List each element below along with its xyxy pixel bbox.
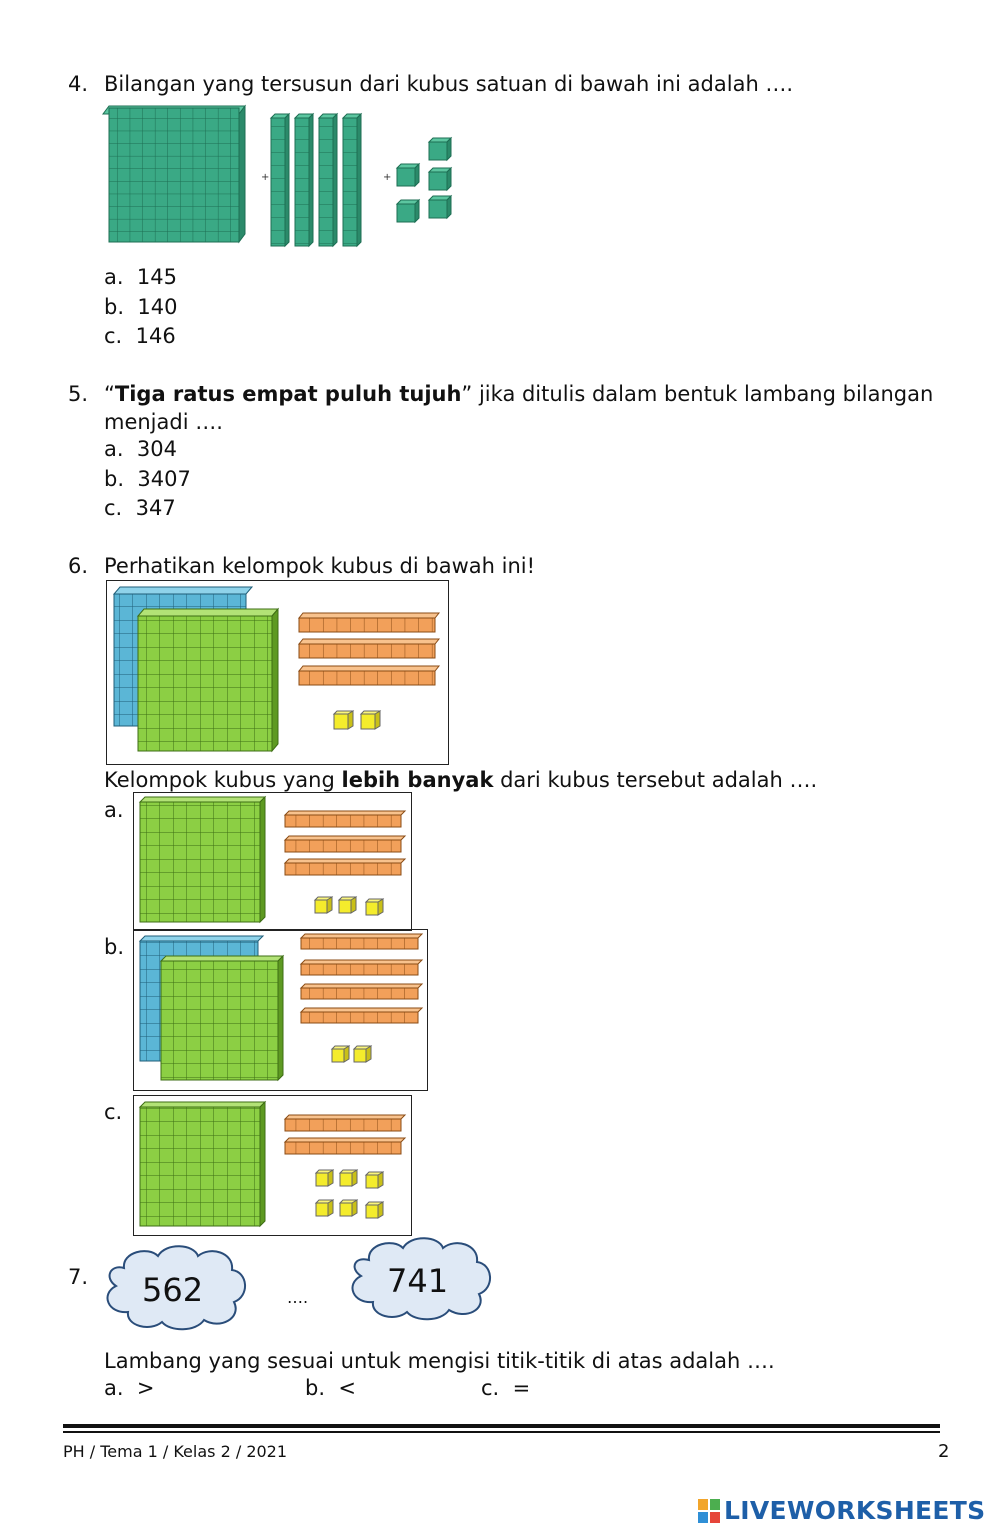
q6-prompt-after: dari kubus tersebut adalah …. [493, 768, 818, 792]
q4-option-c[interactable] [104, 322, 176, 350]
option-letter: a. [104, 437, 124, 461]
q6-prompt-bold: lebih banyak [341, 768, 494, 792]
q5-number-words: Tiga ratus empat puluh tujuh [114, 382, 462, 406]
q4-unit-cubes [397, 138, 451, 222]
option-value: > [136, 1376, 155, 1400]
q5-question-line1 [104, 380, 933, 408]
q4-cubes-illustration [105, 106, 465, 251]
liveworksheets-brand: LIVEWORKSHEETS [724, 1496, 986, 1525]
option-value: 304 [136, 437, 177, 461]
q6-option-c-letter[interactable]: c. [104, 1100, 123, 1124]
svg-text:+: + [261, 172, 270, 183]
q4-ten-rods [271, 114, 361, 246]
option-letter: c. [481, 1376, 500, 1400]
q7-question-text: Lambang yang sesuai untuk mengisi titik-titik di atas adalah …. [104, 1349, 775, 1373]
option-value: 347 [135, 496, 176, 520]
option-value: 140 [137, 295, 178, 319]
q4-option-a[interactable] [104, 263, 177, 291]
q7-left-value: 562 [142, 1271, 204, 1309]
q6-option-a-letter[interactable]: a. [104, 798, 124, 822]
footer-rule-thin [63, 1431, 940, 1433]
q7-right-value: 741 [387, 1262, 449, 1300]
q6-number: 6. [68, 554, 89, 578]
option-letter: a. [104, 265, 124, 289]
q5-option-b[interactable] [104, 465, 191, 493]
option-letter: a. [104, 1376, 124, 1400]
option-letter: c. [104, 324, 123, 348]
q7-number: 7. [68, 1265, 89, 1289]
option-value: 3407 [137, 467, 191, 491]
q6-main-figure [106, 580, 449, 765]
q6-option-a-figure [133, 792, 412, 931]
liveworksheets-logo[interactable] [698, 1496, 985, 1525]
option-letter: b. [104, 467, 125, 491]
q6-option-c-figure [133, 1095, 412, 1236]
option-letter: c. [104, 496, 123, 520]
option-value: < [338, 1376, 356, 1400]
q4-option-b[interactable] [104, 293, 177, 321]
svg-text:+: + [383, 172, 392, 183]
q5-question-rest: ” jika ditulis dalam bentuk lambang bilangan [461, 382, 934, 406]
q6-prompt-before: Kelompok kubus yang [104, 768, 342, 792]
q7-option-b[interactable] [305, 1374, 356, 1402]
q5-option-c[interactable] [104, 494, 176, 522]
q7-right-cloud [347, 1238, 493, 1320]
q6-option-b-figure [133, 929, 428, 1091]
q5-option-a[interactable] [104, 435, 177, 463]
footer-left-text: PH / Tema 1 / Kelas 2 / 2021 [63, 1442, 288, 1461]
option-letter: b. [305, 1376, 326, 1400]
option-value: 145 [136, 265, 177, 289]
liveworksheets-icon [698, 1499, 720, 1523]
q6-option-b-letter[interactable]: b. [104, 935, 125, 959]
q7-left-cloud [102, 1244, 248, 1330]
q4-hundred-flat [103, 106, 245, 242]
footer-rule-thick [63, 1424, 940, 1428]
option-value: = [512, 1376, 531, 1400]
q7-blank-dots[interactable]: …. [287, 1288, 309, 1307]
q5-number: 5. [68, 382, 89, 406]
q6-question-text: Perhatikan kelompok kubus di bawah ini! [104, 554, 536, 578]
option-letter: b. [104, 295, 125, 319]
q7-option-c[interactable] [481, 1374, 530, 1402]
q4-number: 4. [68, 72, 89, 96]
q4-question-text: Bilangan yang tersusun dari kubus satuan di bawah ini adalah …. [104, 72, 794, 96]
page-number: 2 [938, 1441, 950, 1462]
q5-quote-open: “ [104, 382, 115, 406]
q5-question-line2: menjadi …. [104, 410, 223, 434]
option-value: 146 [135, 324, 176, 348]
q7-option-a[interactable] [104, 1374, 155, 1402]
q6-prompt [104, 766, 817, 794]
